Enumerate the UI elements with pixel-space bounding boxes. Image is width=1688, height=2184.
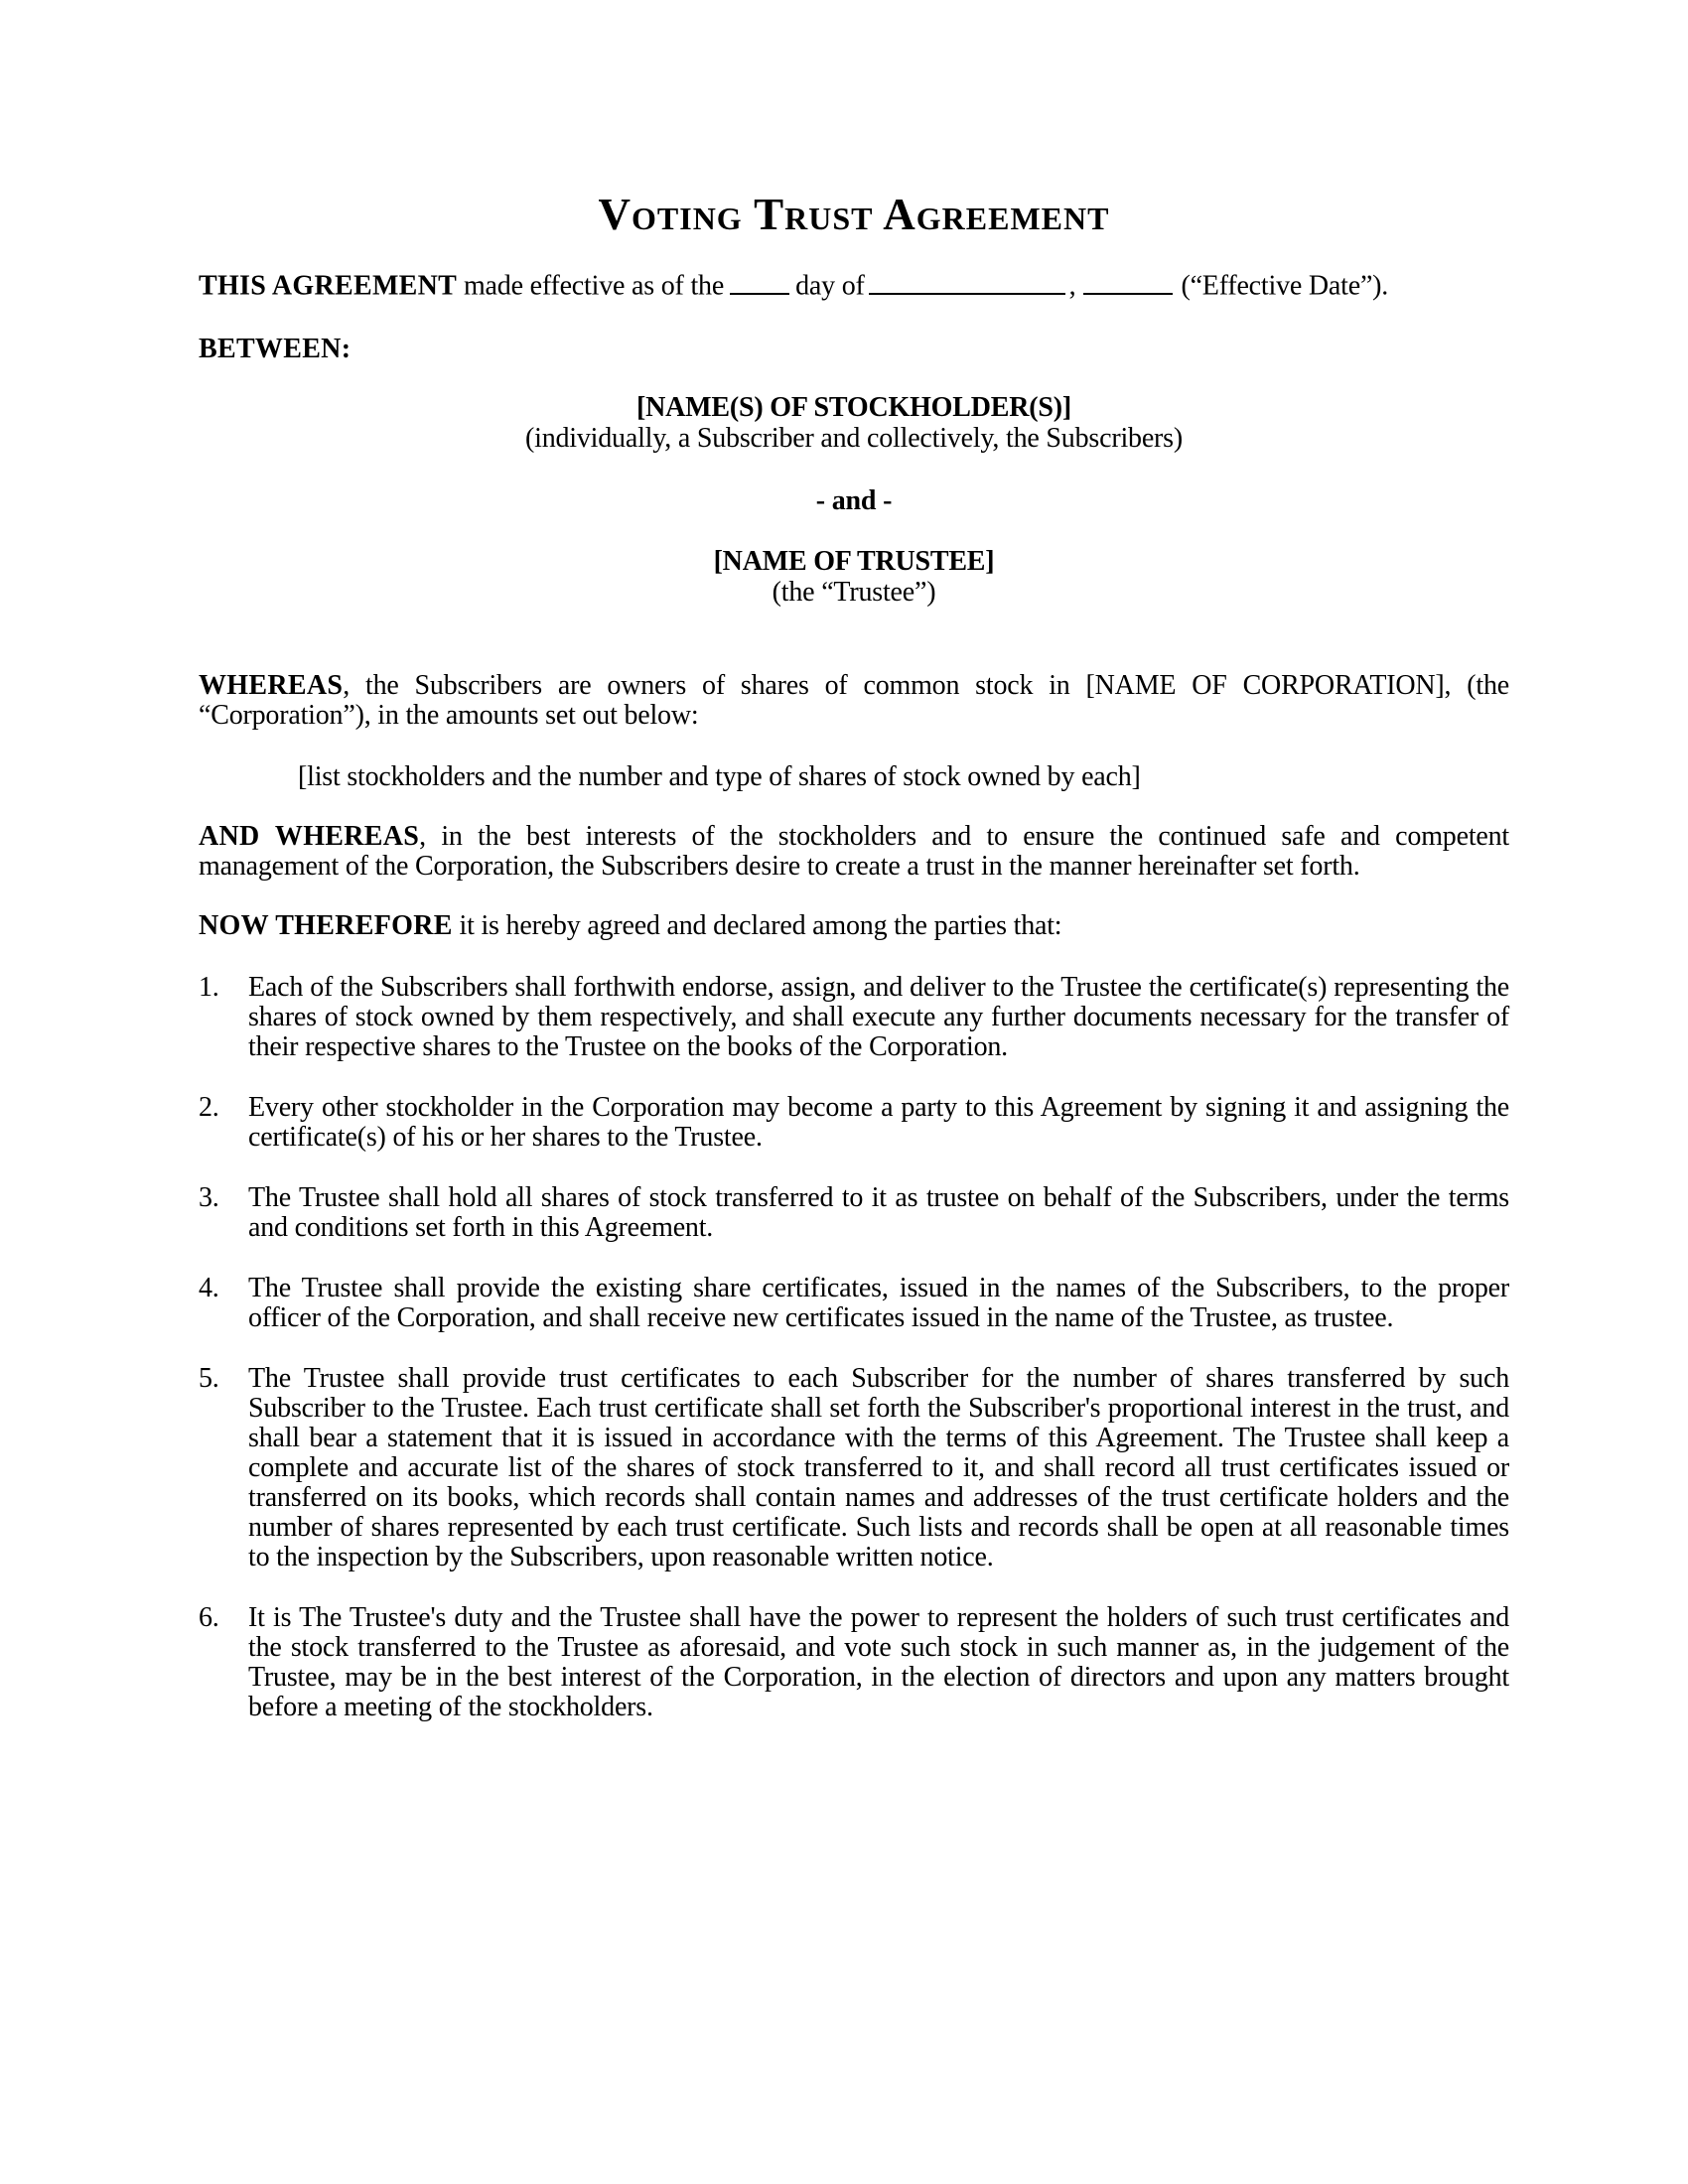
- stockholder-name: [NAME(S) OF STOCKHOLDER(S)]: [636, 391, 1071, 423]
- clause-text: Each of the Subscribers shall forthwith endorse, assign, and deliver to the Trustee the certificate(s) representing the shares of stock owned by them respectively, and shall execute any further documents necessary for the transfer of their respective shares to the Trustee on the books of the Corporation.: [248, 971, 1509, 1062]
- clause-text: It is The Trustee's duty and the Trustee shall have the power to represent the holders of such trust certificates and the stock transferred to the Trustee as aforesaid, and vote such stock in such manner as, in the judgement of the Trustee, may be in the best interest of the Corporation, in the election of directors and upon any matters brought before a meeting of the stockholders.: [248, 1601, 1509, 1722]
- effective-date-text: (“Effective Date”).: [1181, 270, 1389, 302]
- clause-item-3: [199, 1183, 1509, 1243]
- whereas-text: , the Subscribers are owners of shares of common stock in [NAME OF CORPORATION], (the “Corporation”), in the amounts set out below:: [199, 669, 1509, 731]
- clause-number: 3.: [199, 1181, 219, 1213]
- stockholder-list-placeholder: [list stockholders and the number and type of shares of stock owned by each]: [298, 760, 1141, 792]
- year-blank: [1083, 266, 1173, 295]
- clause-number: 6.: [199, 1601, 219, 1633]
- intro-made-effective: made effective as of the: [463, 270, 725, 302]
- day-blank: [730, 266, 789, 295]
- month-blank: [869, 266, 1065, 295]
- whereas-lead: WHEREAS: [199, 669, 344, 701]
- and-separator: - and -: [815, 484, 893, 516]
- now-therefore-paragraph: [199, 911, 1509, 941]
- clause-item-4: [199, 1274, 1509, 1333]
- intro-line: [199, 266, 1509, 302]
- now-therefore-text: it is hereby agreed and declared among the parties that:: [452, 909, 1062, 941]
- this-agreement-lead: THIS AGREEMENT: [199, 270, 458, 302]
- clause-item-2: [199, 1093, 1509, 1153]
- now-therefore-lead: NOW THEREFORE: [199, 909, 453, 941]
- trustee-name: [NAME OF TRUSTEE]: [713, 545, 995, 577]
- trustee-note: (the “Trustee”): [772, 576, 936, 608]
- clause-item-5: [199, 1364, 1509, 1572]
- clause-number: 4.: [199, 1272, 219, 1303]
- stockholder-party-block: [199, 393, 1509, 455]
- trustee-party-block: [199, 547, 1509, 609]
- clause-number: 2.: [199, 1091, 219, 1123]
- clause-text: The Trustee shall hold all shares of stock transferred to it as trustee on behalf of the Subscribers, under the terms and conditions set forth in this Agreement.: [248, 1181, 1509, 1243]
- stockholder-note: (individually, a Subscriber and collectively, the Subscribers): [524, 422, 1183, 454]
- and-whereas-text: , in the best interests of the stockholders and to ensure the continued safe and competent management of the Corporation, the Subscribers desire to create a trust in the manner hereinafter set forth.: [199, 820, 1509, 882]
- and-whereas-lead: AND WHEREAS: [199, 820, 420, 852]
- clause-number: 1.: [199, 971, 219, 1003]
- clause-item-1: [199, 973, 1509, 1062]
- and-whereas-paragraph: [199, 822, 1509, 882]
- clause-text: The Trustee shall provide the existing share certificates, issued in the names of the Subscribers, to the proper officer of the Corporation, and shall receive new certificates issued in the name of the Trustee, as trustee.: [248, 1272, 1509, 1333]
- document-content: [199, 189, 1509, 1753]
- between-label: BETWEEN:: [199, 333, 352, 364]
- clause-text: The Trustee shall provide trust certificates to each Subscriber for the number of shares transferred by such Subscriber to the Trustee. Each trust certificate shall set forth the Subscriber's proportional interest in the trust, and shall bear a statement that it is issued in accordance with the terms of this Agreement. The Trustee shall keep a complete and accurate list of the shares of stock transferred to it, and shall record all trust certificates issued or transferred on its books, which records shall contain names and addresses of the trust certificate holders and the number of shares represented by each trust certificate. Such lists and records shall be open at all reasonable times to the inspection by the Subscribers, upon reasonable written notice.: [248, 1362, 1509, 1572]
- intro-day-of: day of: [795, 270, 865, 302]
- whereas-paragraph: [199, 671, 1509, 731]
- page-title: Voting Trust Agreement: [598, 190, 1110, 239]
- clause-item-6: [199, 1603, 1509, 1722]
- clause-text: Every other stockholder in the Corporation may become a party to this Agreement by signing it and assigning the certificate(s) of his or her shares to the Trustee.: [248, 1091, 1509, 1153]
- clause-number: 5.: [199, 1362, 219, 1394]
- intro-comma: ,: [1068, 270, 1076, 302]
